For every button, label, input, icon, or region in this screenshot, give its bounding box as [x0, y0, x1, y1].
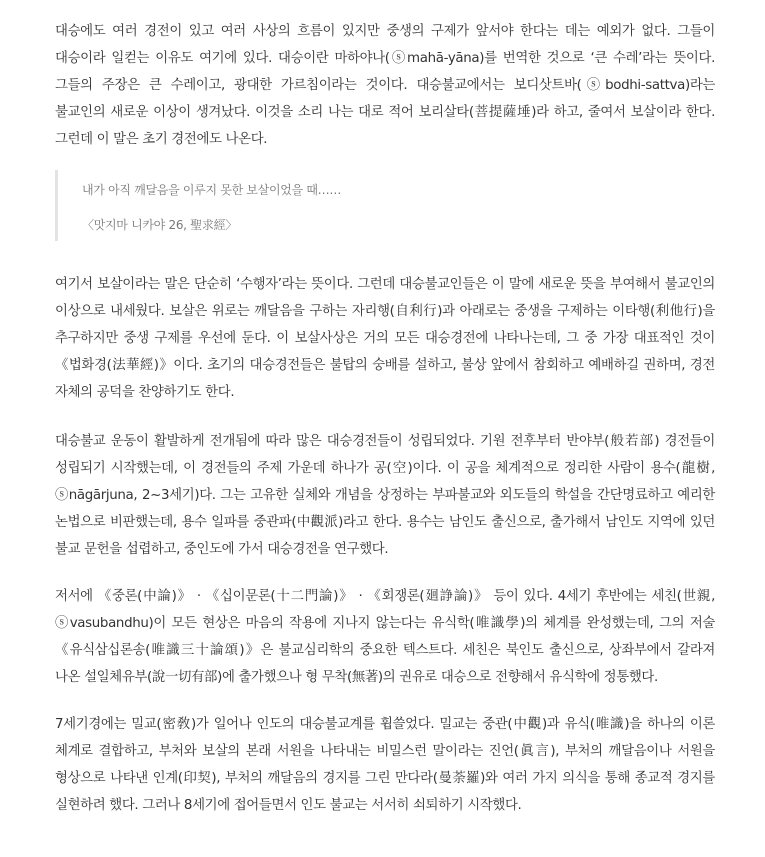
quote-text: 내가 아직 깨달음을 이루지 못한 보살이었을 때…… [82, 183, 342, 197]
paragraph-1: 대승에도 여러 경전이 있고 여러 사상의 흐름이 있지만 중생의 구제가 앞서야 한다는 데는 예외가 없다. 그들이 대승이라 일컫는 이유도 여기에 있다. 대승이란 마하야나(ⓢmahā-yāna)를 번역한 것으로 ‘큰 수레’라는 뜻이다. 그들의 주장은 큰 수레이고, 광대한 가르침이라는 것이다. 대승불교에서는 보디삿트바(ⓢbodhi-sattva)라는 불교인의 새로운 이상이 생겨났다. 이것을 소리 나는 대로 적어 보리살타(菩提薩埵)라 하고, 줄여서 보살이라 한다. 그런데 이 말은 초기 경전에도 나온다. [55, 24, 715, 147]
blockquote [55, 170, 715, 241]
paragraph-3: 대승불교 운동이 활발하게 전개됨에 따라 많은 대승경전들이 성립되었다. 기원 전후부터 반야부(般若部) 경전들이 성립되기 시작했는데, 이 경전들의 주제 가운데 하나가 공(空)이다. 이 공을 체계적으로 정리한 사람이 용수(龍樹, ⓢnāgārjuna, 2~3세기)다. 그는 고유한 실체와 개념을 상정하는 부파불교와 외도들의 학설을 간단명료하고 예리한 논법으로 비판했는데, 용수 일파를 중관파(中觀派)라고 한다. 용수는 남인도 출신으로, 출가해서 남인도 지역에 있던 불교 문헌을 섭렵하고, 중인도에 가서 대승경전을 연구했다. [55, 434, 715, 557]
paragraph-5: 7세기경에는 밀교(密敎)가 일어나 인도의 대승불교계를 휩쓸었다. 밀교는 중관(中觀)과 유식(唯識)을 하나의 이론 체계로 결합하고, 부처와 보살의 본래 서원을 나타내는 비밀스런 말이라는 진언(眞言), 부처의 깨달음이나 서원을 형상으로 나타낸 인계(印契), 부처의 깨달음의 경지를 그린 만다라(曼荼羅)와 여러 가지 의식을 통해 종교적 경지를 실현하려 했다. 그러나 8세기에 접어들면서 인도 불교는 서서히 쇠퇴하기 시작했다. [55, 717, 715, 813]
quote-source: 〈맛지마 니카야 26, 聖求經〉 [82, 218, 237, 232]
paragraph-2: 여기서 보살이라는 말은 단순히 ‘수행자’라는 뜻이다. 그런데 대승불교인들은 이 말에 새로운 뜻을 부여해서 불교인의 이상으로 내세웠다. 보살은 위로는 깨달음을 구하는 자리행(自利行)과 아래로는 중생을 구제하는 이타행(利他行)을 추구하지만 중생 구제를 우선에 둔다. 이 보살사상은 거의 모든 대승경전에 나타나는데, 그 중 가장 대표적인 것이 《법화경(法華經)》이다. 초기의 대승경전들은 불탑의 숭배를 설하고, 불상 앞에서 참회하고 예배하길 권하며, 경전 자체의 공덕을 찬양하기도 한다. [55, 277, 715, 400]
paragraph-4: 저서에 《중론(中論)》 · 《십이문론(十二門論)》 · 《회쟁론(廻諍論)》 등이 있다. 4세기 후반에는 세친(世親, ⓢvasubandhu)이 모든 현상은 마음의 작용에 지나지 않는다는 유식학(唯識學)의 체계를 완성했는데, 그의 저술 《유식삼십론송(唯識三十論頌)》은 불교심리학의 중요한 텍스트다. 세친은 북인도 출신으로, 상좌부에서 갈라져 나온 설일체유부(說一切有部)에 출가했으나 형 무착(無著)의 권유로 대승으로 전향해서 유식학에 정통했다. [55, 589, 715, 685]
article-body [55, 18, 715, 819]
